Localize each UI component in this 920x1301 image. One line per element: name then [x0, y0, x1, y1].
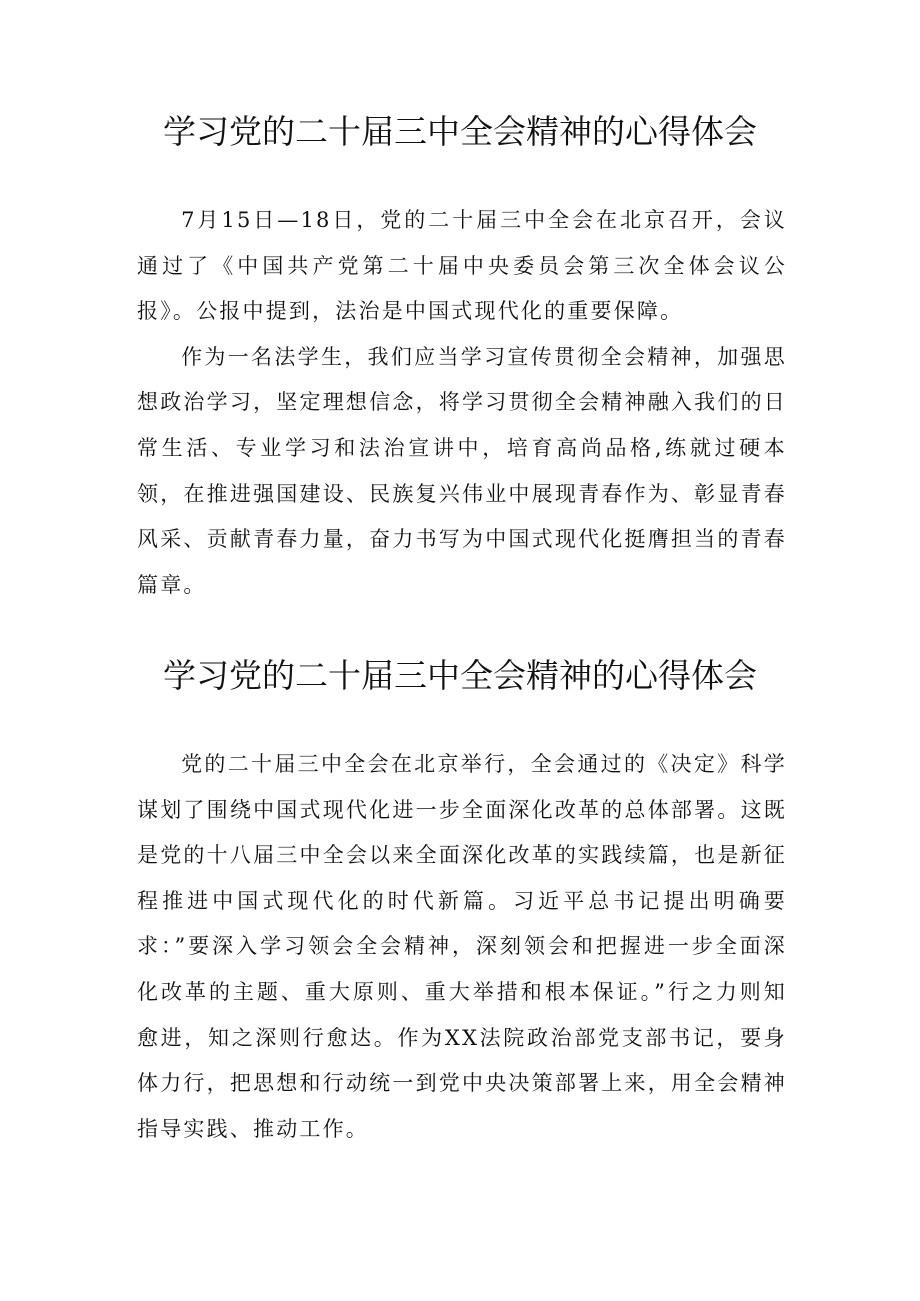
article-1-title: 学习党的二十届三中全会精神的心得体会	[163, 112, 757, 151]
article-1-paragraph-2: 作为一名法学生，我们应当学习宣传贯彻全会精神，加强思想政治学习，坚定理想信念，将学习贯彻全会精神融入我们的日常生活、专业学习和法治宣讲中，培育高尚品格,练就过硬本领，在推进强国建设、民族复兴伟业中展现青春作为、彰显青春风采、贡献青春力量，奋力书写为中国式现代化挺膺担当的青春篇章。	[137, 344, 787, 597]
article-2-body	[137, 742, 787, 1152]
article-2-title: 学习党的二十届三中全会精神的心得体会	[163, 656, 757, 695]
article-1-paragraph-1: 7月15日—18日，党的二十届三中全会在北京召开，会议通过了《中国共产党第二十届中央委员会第三次全体会议公报》。公报中提到，法治是中国式现代化的重要保障。	[137, 208, 787, 324]
article-1-body	[137, 198, 787, 608]
article-2	[0, 652, 920, 1152]
article-1	[0, 108, 920, 608]
article-2-paragraph-1: 党的二十届三中全会在北京举行，全会通过的《决定》科学谋划了围绕中国式现代化进一步全面深化改革的总体部署。这既是党的十八届三中全会以来全面深化改革的实践续篇，也是新征程推进中国式现代化的时代新篇。习近平总书记提出明确要求：”要深入学习领会全会精神，深刻领会和把握进一步全面深化改革的主题、重大原则、重大举措和根本保证。”行之力则知愈进，知之深则行愈达。作为XX法院政治部党支部书记，要身体力行，把思想和行动统一到党中央决策部署上来，用全会精神指导实践、推动工作。	[137, 752, 787, 1141]
